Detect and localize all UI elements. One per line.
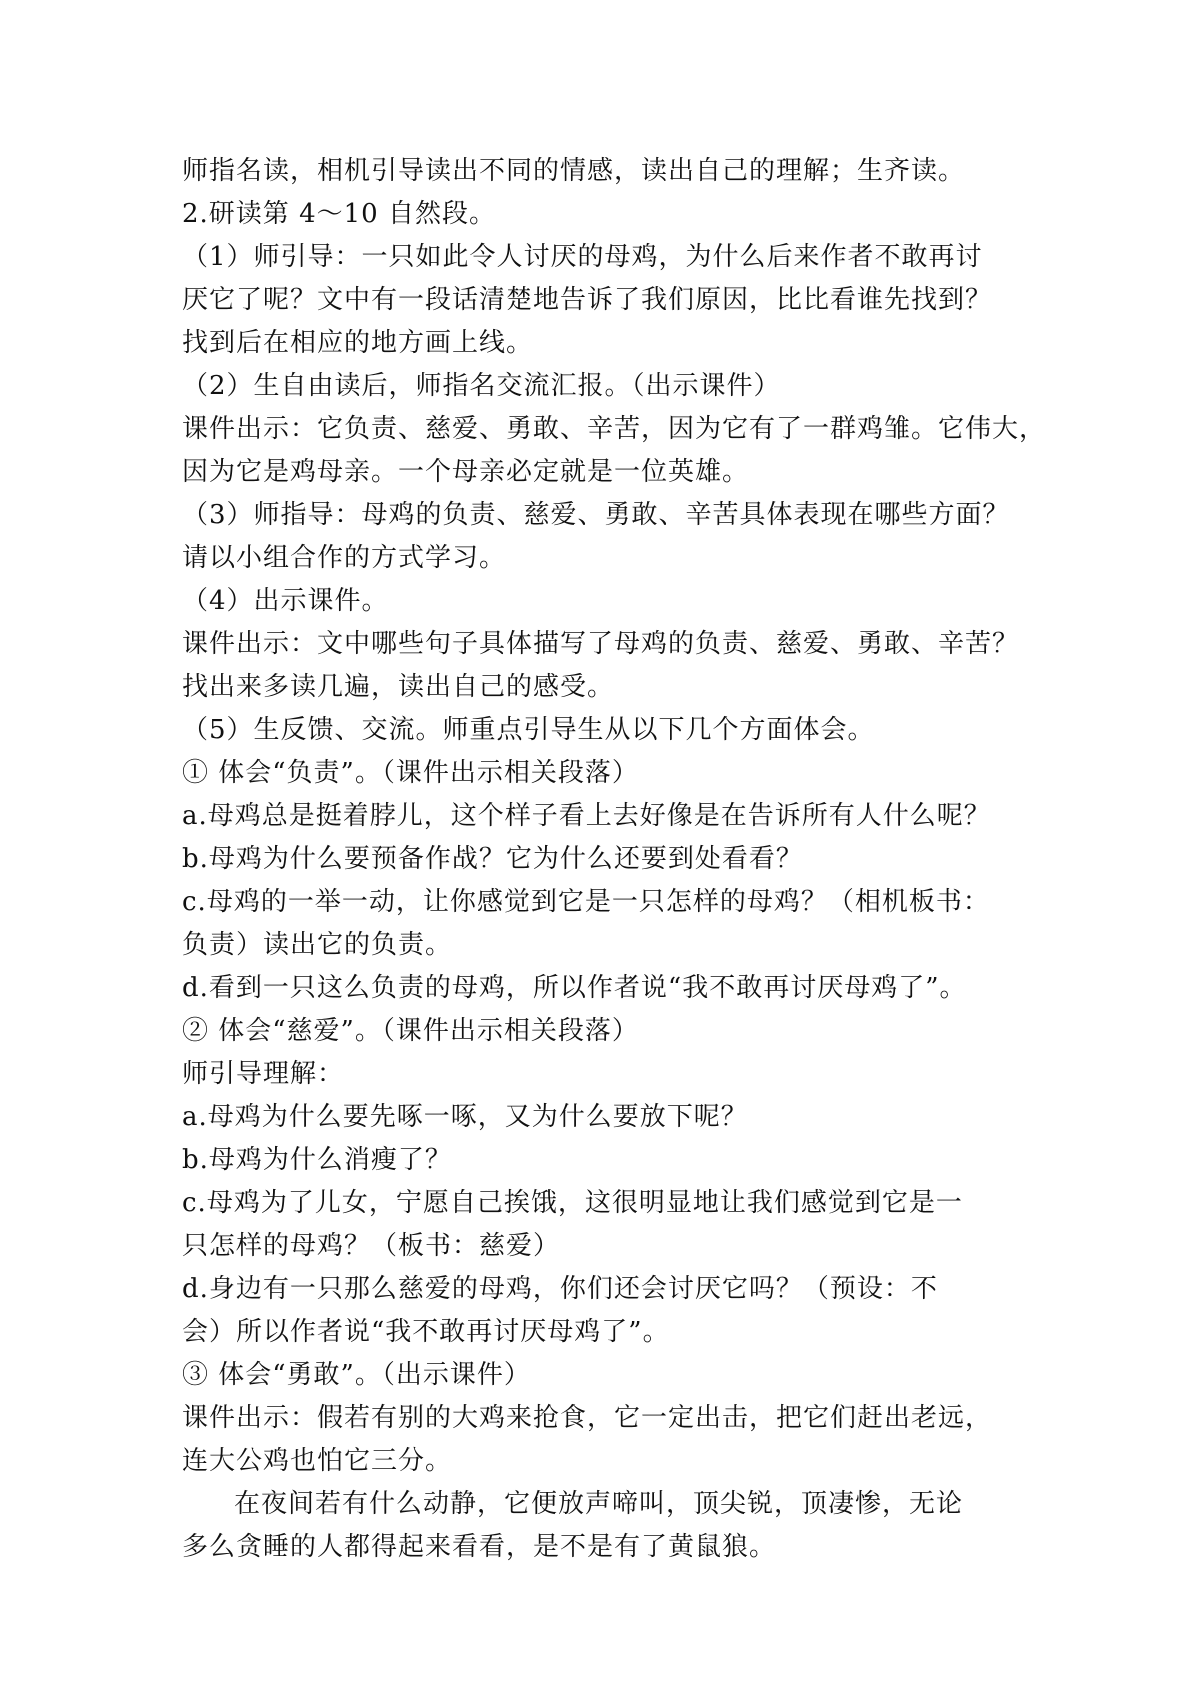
text-line: c.母鸡的一举一动，让你感觉到它是一只怎样的母鸡？（相机板书： <box>182 887 990 917</box>
document-body <box>182 150 1047 1569</box>
text-line: 找出来多读几遍，读出自己的感受。 <box>182 672 615 702</box>
text-line: 厌它了呢？文中有一段话清楚地告诉了我们原因，比比看谁先找到？ <box>182 285 993 315</box>
text-line: b.母鸡为什么要预备作战？它为什么还要到处看看？ <box>182 844 803 874</box>
text-line: d.看到一只这么负责的母鸡，所以作者说“我不敢再讨厌母鸡了”。 <box>182 973 967 1003</box>
text-line: ① 体会“负责”。（课件出示相关段落） <box>182 758 639 788</box>
text-line: 会）所以作者说“我不敢再讨厌母鸡了”。 <box>182 1317 670 1347</box>
text-line: （2）生自由读后，师指名交流汇报。（出示课件） <box>182 371 781 401</box>
text-line: 师引导理解： <box>182 1059 345 1089</box>
text-line: （1）师引导：一只如此令人讨厌的母鸡，为什么后来作者不敢再讨 <box>182 242 983 272</box>
text-line: 因为它是鸡母亲。一个母亲必定就是一位英雄。 <box>182 457 750 487</box>
text-line: ③ 体会“勇敢”。（出示课件） <box>182 1360 531 1390</box>
text-line: （5）生反馈、交流。师重点引导生从以下几个方面体会。 <box>182 715 875 745</box>
text-line: c.母鸡为了儿女，宁愿自己挨饿，这很明显地让我们感觉到它是一 <box>182 1188 963 1218</box>
text-line: 找到后在相应的地方画上线。 <box>182 328 534 358</box>
text-line: 课件出示：它负责、慈爱、勇敢、辛苦，因为它有了一群鸡雏。它伟大， <box>182 414 1047 444</box>
text-line: b.母鸡为什么消瘦了？ <box>182 1145 452 1175</box>
text-line: 课件出示：假若有别的大鸡来抢食，它一定出击，把它们赶出老远， <box>182 1403 993 1433</box>
text-line: 负责）读出它的负责。 <box>182 930 453 960</box>
text-line: 师指名读，相机引导读出不同的情感，读出自己的理解；生齐读。 <box>182 156 966 186</box>
text-line: d.身边有一只那么慈爱的母鸡，你们还会讨厌它吗？（预设：不 <box>182 1274 938 1304</box>
text-line: a.母鸡总是挺着脖儿，这个样子看上去好像是在告诉所有人什么呢？ <box>182 801 991 831</box>
text-line: 2.研读第 4～10 自然段。 <box>182 199 496 229</box>
text-line: 只怎样的母鸡？（板书：慈爱） <box>182 1231 561 1261</box>
text-line: （4）出示课件。 <box>182 586 389 616</box>
text-line-indented: 在夜间若有什么动静，它便放声啼叫，顶尖锐，顶凄惨，无论 <box>234 1489 964 1519</box>
text-line: （3）师指导：母鸡的负责、慈爱、勇敢、辛苦具体表现在哪些方面？ <box>182 500 1010 530</box>
text-line: 请以小组合作的方式学习。 <box>182 543 507 573</box>
text-line: 多么贪睡的人都得起来看看，是不是有了黄鼠狼。 <box>182 1532 777 1562</box>
text-line: 连大公鸡也怕它三分。 <box>182 1446 453 1476</box>
text-line: 课件出示：文中哪些句子具体描写了母鸡的负责、慈爱、勇敢、辛苦？ <box>182 629 1020 659</box>
text-line: a.母鸡为什么要先啄一啄，又为什么要放下呢？ <box>182 1102 748 1132</box>
text-line: ② 体会“慈爱”。（课件出示相关段落） <box>182 1016 639 1046</box>
